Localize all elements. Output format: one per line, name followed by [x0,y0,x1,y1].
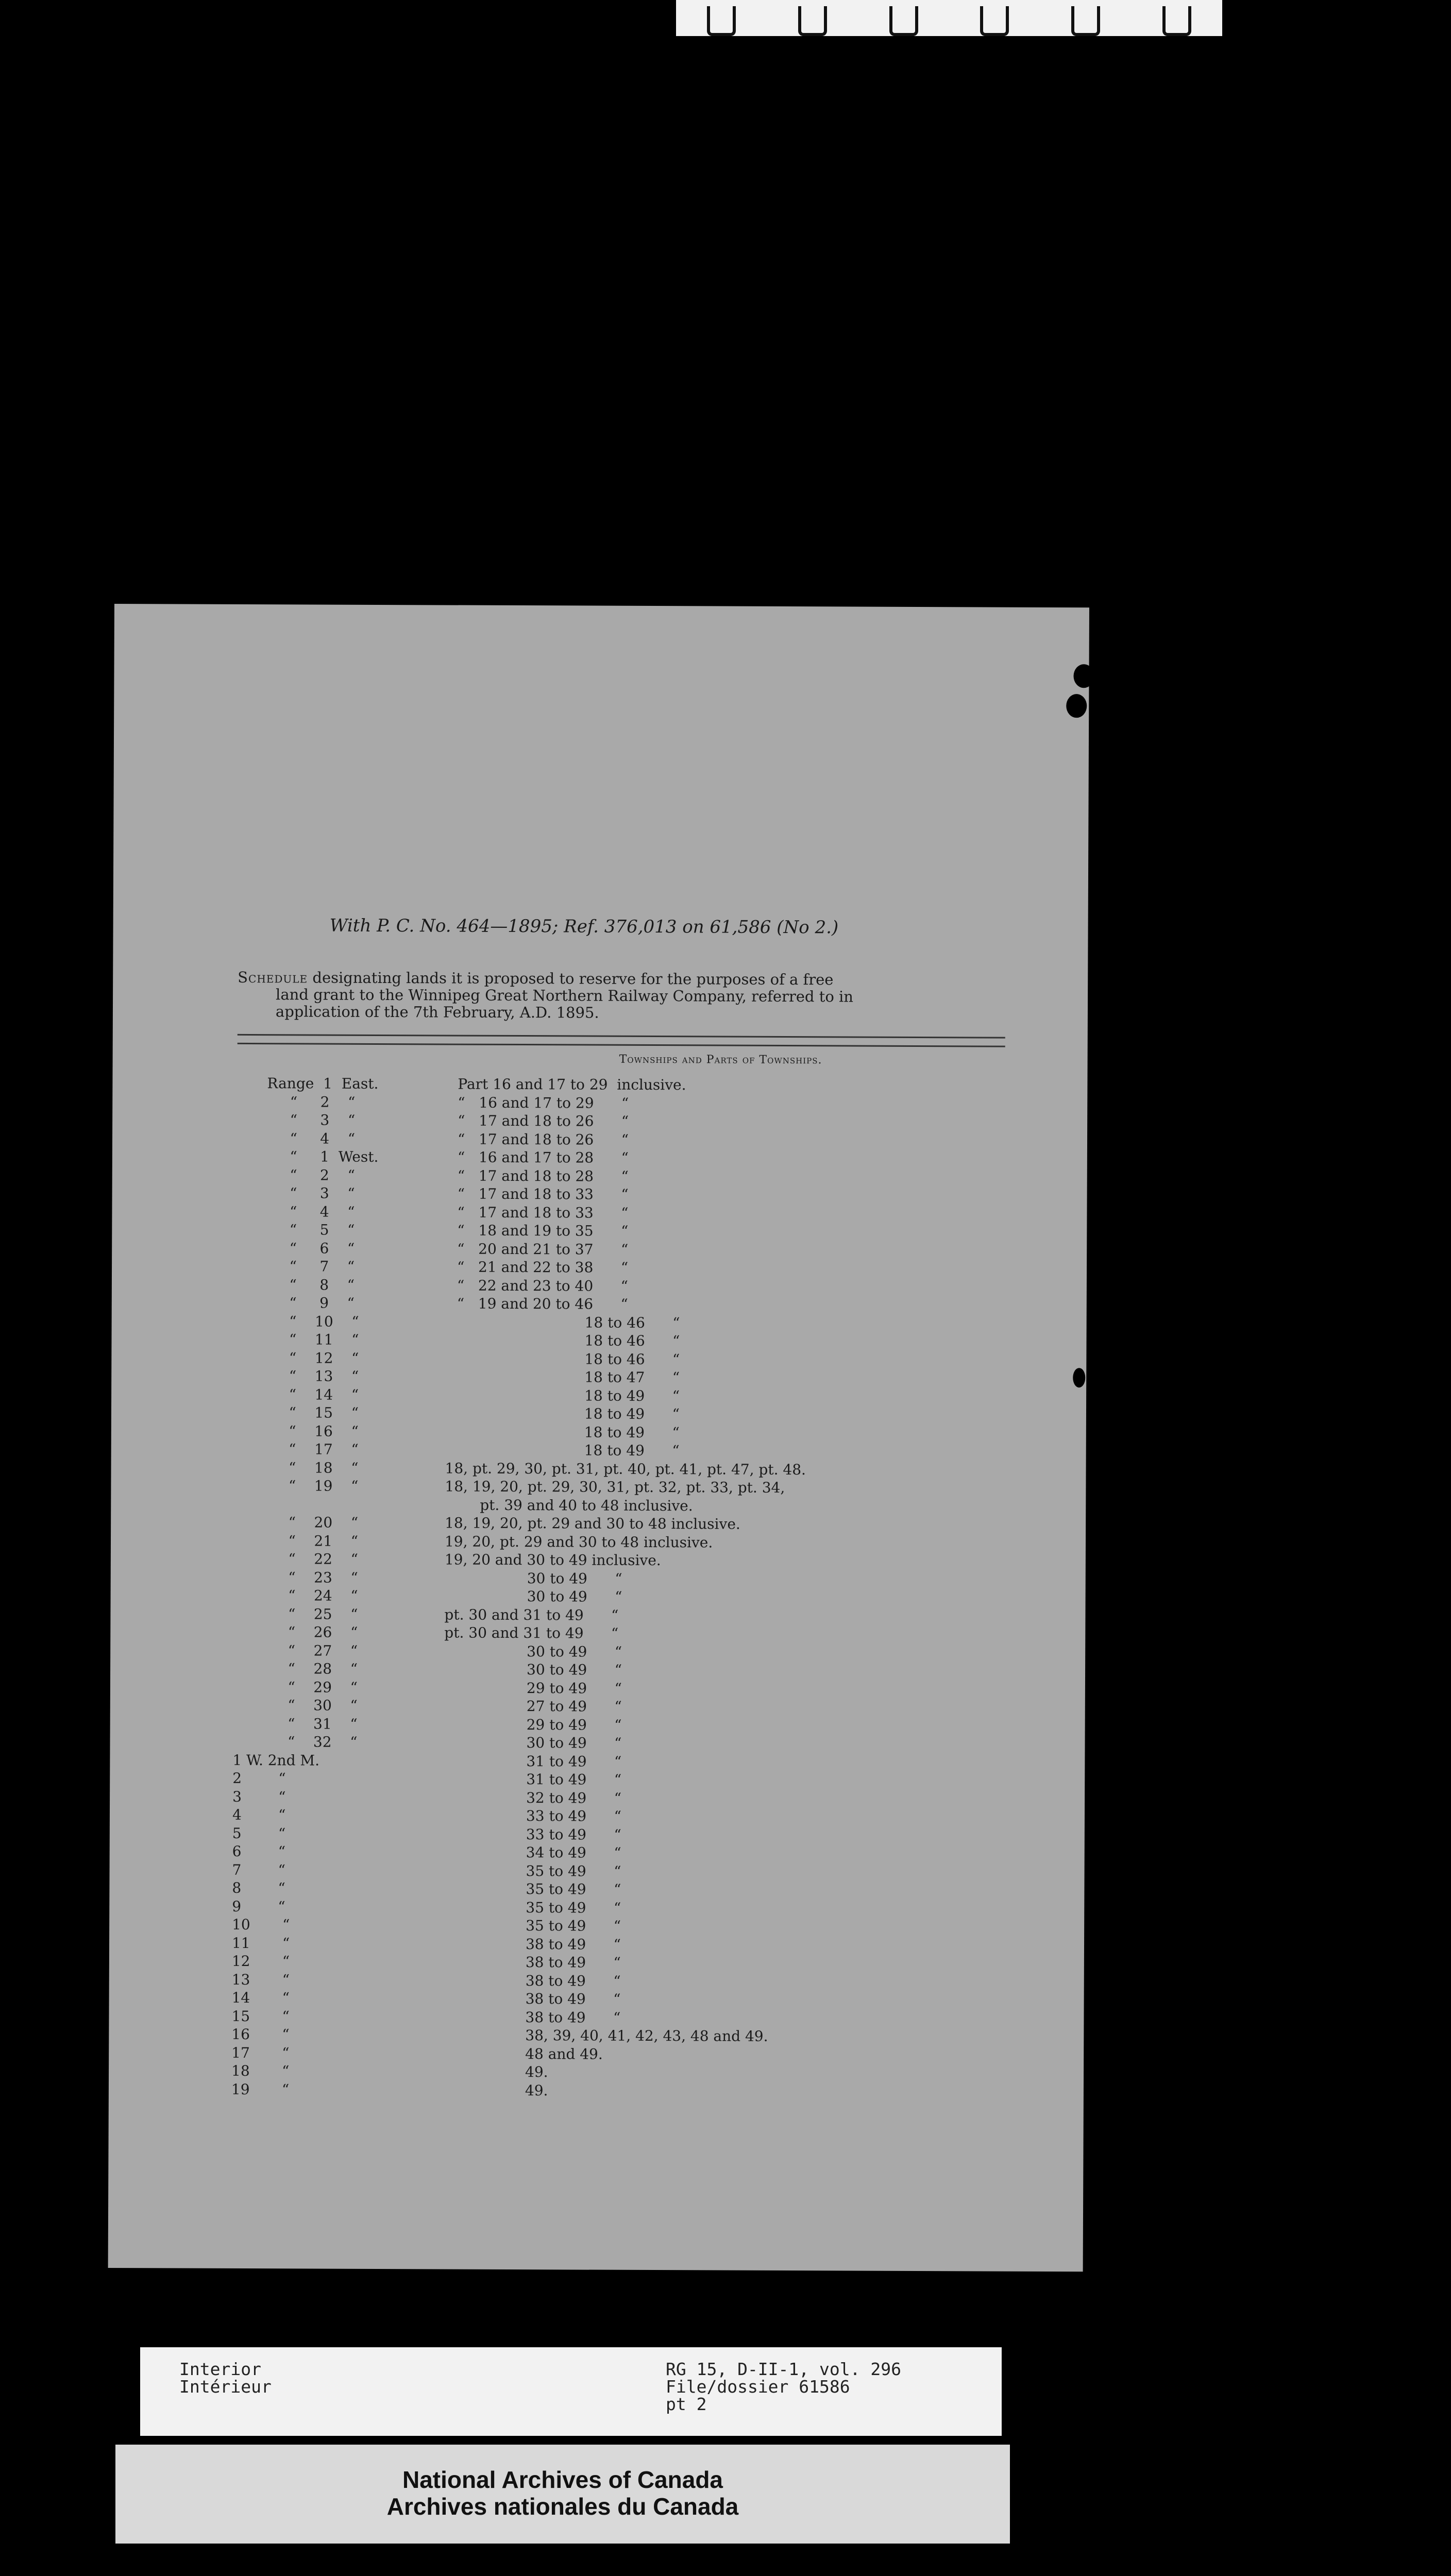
range-cell: “ 29 “ [264,1678,358,1696]
range-cell: “ 15 “ [265,1404,359,1421]
range-cell: “ 2 “ [267,1093,356,1111]
townships-cell: pt. 30 and 31 to 49 “ [444,1605,619,1624]
range-cell: “ 21 “ [265,1532,359,1550]
description-line-2: land grant to the Winnipeg Great Northern Railway Company, referred to in [276,986,854,1006]
townships-cell: 34 to 49 “ [526,1844,621,1861]
townships-cell: 38 to 49 “ [525,1935,621,1953]
townships-cell: 48 and 49. [525,2045,603,2063]
schedule-row [109,2080,1084,2102]
range-cell: “ 17 “ [265,1440,359,1458]
range-cell: 4 “ [232,1806,286,1824]
record-reference: RG 15, D-II-1, vol. 296 File/dossier 61586 pt 2 [666,2359,901,2414]
townships-cell: 35 to 49 “ [526,1917,621,1935]
townships-cell: “ 19 and 20 to 46 “ [457,1295,628,1313]
frame-mark [889,6,918,36]
range-cell: “ 31 “ [264,1715,358,1733]
townships-cell: 33 to 49 “ [526,1825,621,1843]
range-cell: “ 14 “ [266,1385,359,1403]
townships-cell: “ 22 and 23 to 40 “ [457,1277,628,1295]
range-cell: “ 4 “ [266,1202,355,1221]
range-cell: “ 20 “ [265,1514,359,1531]
townships-cell: “ 17 and 18 to 33 “ [457,1185,629,1203]
range-cell: “ 28 “ [265,1660,358,1677]
townships-cell: 18 to 49 “ [584,1423,680,1441]
townships-cell: “ 17 and 18 to 26 “ [457,1130,629,1148]
range-cell: “ 4 “ [266,1129,356,1147]
punch-hole [1066,694,1087,718]
townships-cell: 18 to 49 “ [584,1387,680,1404]
description-line-3: application of the 7th February, A.D. 1895. [275,1003,599,1022]
townships-cell: 32 to 49 “ [526,1789,622,1807]
townships-cell: 38 to 49 “ [525,1972,621,1990]
townships-cell: “ 16 and 17 to 29 “ [458,1094,629,1112]
townships-cell: 30 to 49 “ [526,1734,622,1752]
range-cell: 16 “ [231,2025,290,2043]
frame-mark [707,6,736,36]
archive-banner [115,2445,1010,2544]
range-cell: “ 30 “ [264,1697,358,1714]
schedule-table [109,1074,1088,2102]
range-cell: 5 “ [232,1824,286,1842]
description-line-1: Schedule designating lands it is proposed to reserve for the purposes of a free [238,968,834,989]
townships-cell: 18 to 46 “ [584,1314,680,1331]
range-cell: “ 27 “ [265,1641,358,1659]
townships-cell: 18, 19, 20, pt. 29 and 30 to 48 inclusive. [445,1514,740,1533]
range-cell: 1 W. 2nd M. [232,1751,320,1769]
range-cell: 7 “ [232,1861,285,1878]
range-cell: Range 1 East. [267,1075,379,1092]
range-cell: “ 10 “ [266,1312,359,1330]
column-heading: Townships and Parts of Townships. [619,1053,822,1067]
range-cell: “ 25 “ [265,1605,358,1623]
townships-cell: “ 20 and 21 to 37 “ [457,1240,629,1258]
townships-cell: 18 to 47 “ [584,1368,680,1386]
townships-cell: 18, pt. 29, 30, pt. 31, pt. 40, pt. 41, pt. 47, pt. 48. [445,1459,806,1478]
townships-cell: 33 to 49 “ [526,1807,621,1825]
scanned-document-page [108,604,1089,2272]
frame-mark [798,6,827,36]
townships-cell: 18 to 49 “ [584,1405,680,1423]
townships-cell: “ 16 and 17 to 28 “ [457,1148,629,1166]
townships-cell: Part 16 and 17 to 29 inclusive. [458,1075,686,1094]
townships-cell: 19, 20, pt. 29 and 30 to 48 inclusive. [444,1532,713,1551]
range-cell: “ 1 West. [266,1148,379,1165]
townships-cell: 30 to 49 “ [527,1642,622,1660]
townships-cell: pt. 30 and 31 to 49 “ [444,1624,619,1642]
range-cell: “ 18 “ [265,1459,359,1477]
range-cell: 12 “ [231,1952,290,1970]
townships-cell: 30 to 49 “ [526,1661,622,1679]
range-cell: 6 “ [232,1842,286,1860]
schedule-description [238,969,1005,1023]
range-cell: 11 “ [231,1934,290,1952]
department-label: Interior Intérieur [179,2359,272,2397]
townships-cell: 18 to 46 “ [584,1332,680,1350]
range-cell: 9 “ [232,1897,285,1915]
frame-mark [1071,6,1100,36]
range-cell: “ 16 “ [265,1422,359,1440]
range-cell: “ 9 “ [266,1294,355,1312]
range-cell: “ 26 “ [265,1623,358,1641]
range-cell: “ 19 “ [265,1477,359,1495]
range-cell: “ 24 “ [265,1587,358,1604]
range-cell: “ 22 “ [265,1550,358,1568]
townships-cell: “ 17 and 18 to 26 “ [458,1112,629,1130]
townships-cell: 19, 20 and 30 to 49 inclusive. [444,1551,661,1569]
townships-cell: pt. 39 and 40 to 48 inclusive. [480,1496,693,1514]
range-cell: “ 12 “ [266,1349,359,1367]
townships-cell: “ 21 and 22 to 38 “ [457,1258,629,1276]
range-cell: “ 8 “ [266,1276,355,1294]
townships-cell: 38 to 49 “ [525,2008,621,2026]
range-cell: 15 “ [231,2007,290,2025]
range-cell: 17 “ [231,2044,290,2061]
townships-cell: 49. [525,2081,548,2099]
range-cell: “ 5 “ [266,1221,355,1239]
townships-cell: 18 to 46 “ [584,1350,680,1368]
townships-cell: 31 to 49 “ [526,1771,622,1788]
townships-cell: “ 18 and 19 to 35 “ [457,1222,629,1240]
townships-cell: 18 to 49 “ [584,1442,680,1460]
townships-cell: 18, 19, 20, pt. 29, 30, 31, pt. 32, pt. 33, pt. 34, [445,1478,785,1497]
range-cell: 13 “ [231,1971,290,1988]
range-cell: 14 “ [231,1989,290,2007]
townships-cell: 29 to 49 “ [526,1716,622,1734]
film-frame-strip [676,0,1222,36]
range-cell: “ 2 “ [266,1166,355,1184]
townships-cell: 27 to 49 “ [526,1698,622,1715]
range-cell: “ 11 “ [266,1331,359,1348]
frame-mark [980,6,1009,36]
archive-reference-label [140,2347,1002,2436]
range-cell: 8 “ [232,1879,285,1897]
townships-cell: 35 to 49 “ [526,1880,621,1898]
range-cell: “ 32 “ [264,1733,358,1751]
townships-cell: “ 17 and 18 to 33 “ [457,1204,629,1222]
townships-cell: 35 to 49 “ [526,1862,621,1880]
range-cell: 10 “ [232,1916,290,1934]
townships-cell: 38 to 49 “ [525,1990,621,2008]
schedule-lead-word: Schedule [238,968,308,987]
townships-cell: 29 to 49 “ [526,1679,622,1697]
townships-cell: 31 to 49 “ [526,1752,622,1770]
range-cell: “ 7 “ [266,1258,355,1275]
townships-cell: 30 to 49 “ [527,1569,622,1587]
range-cell: 2 “ [232,1769,286,1787]
townships-cell: 30 to 49 “ [527,1588,622,1605]
range-cell: “ 13 “ [266,1367,359,1385]
range-cell: “ 6 “ [266,1239,355,1257]
range-cell: “ 3 “ [266,1184,355,1202]
archive-name-en: National Archives of Canada [402,2466,723,2493]
townships-cell: 35 to 49 “ [526,1899,621,1917]
double-rule-divider [238,1034,1005,1047]
range-cell: “ 3 “ [267,1111,356,1129]
range-cell: 18 “ [231,2062,290,2080]
range-cell: “ 23 “ [265,1568,358,1586]
range-cell: 19 “ [231,2080,290,2098]
frame-mark [1162,6,1191,36]
townships-cell: “ 17 and 18 to 28 “ [457,1167,629,1185]
document-title: With P. C. No. 464—1895; Ref. 376,013 on 61,586 (No 2.) [329,915,839,938]
townships-cell: 49. [525,2063,548,2081]
townships-cell: 38, 39, 40, 41, 42, 43, 48 and 49. [525,2027,768,2045]
archive-name-fr: Archives nationales du Canada [386,2493,739,2520]
punch-hole [1073,664,1094,688]
townships-cell: 38 to 49 “ [525,1954,621,1971]
range-cell: 3 “ [232,1788,286,1805]
